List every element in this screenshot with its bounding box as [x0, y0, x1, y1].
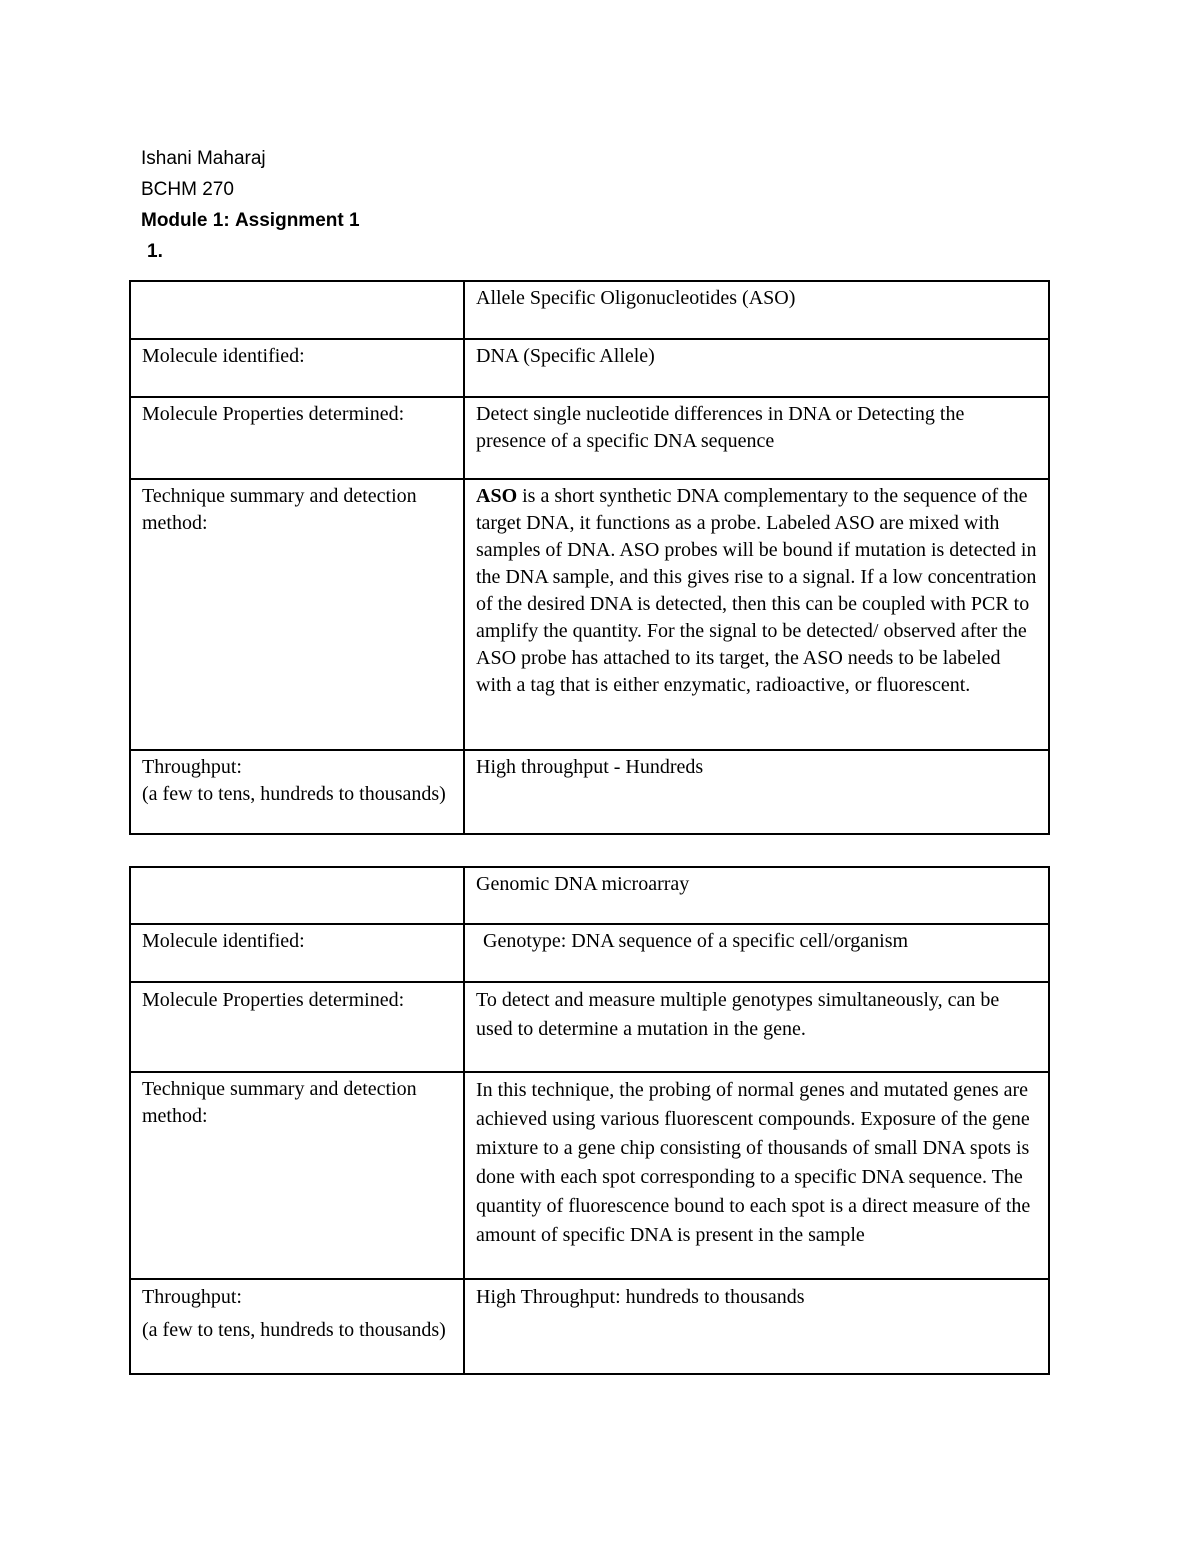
microarray-table	[129, 866, 1050, 1375]
aso-throughput-value: High throughput - Hundreds	[464, 750, 1049, 834]
aso-technique-text: is a short synthetic DNA complementary to the sequence of the target DNA, it functions as a probe. Labeled ASO are mixed with samples of DNA. ASO probes will be bound if mutation is detected in the DNA sample, and this gives rise to a signal. If a low concentration of the desired DNA is detected, then this can be coupled with PCR to amplify the quantity. For the signal to be detected/ observed after the ASO probe has attached to its target, the ASO needs to be labeled with a tag that is either enzymatic, radioactive, or fluorescent.	[476, 485, 1037, 696]
aso-table	[129, 280, 1050, 835]
microarray-throughput-label: Throughput:	[142, 1286, 242, 1308]
microarray-technique-label: Technique summary and detection method:	[130, 1072, 464, 1279]
assignment-label: Assignment 1	[234, 210, 360, 231]
aso-molecule-label: Molecule identified:	[130, 339, 464, 397]
aso-throughput-sub: (a few to tens, hundreds to thousands)	[142, 783, 446, 805]
aso-molecule-value: DNA (Specific Allele)	[464, 339, 1049, 397]
aso-technique-bold: ASO	[476, 485, 518, 507]
question-number: 1.	[147, 241, 163, 262]
microarray-properties-label: Molecule Properties determined:	[130, 982, 464, 1072]
microarray-empty-cell	[130, 867, 464, 924]
microarray-molecule-label: Molecule identified:	[130, 924, 464, 982]
aso-throughput-label-cell	[130, 750, 464, 834]
aso-title-cell: Allele Specific Oligonucleotides (ASO)	[464, 281, 1049, 339]
microarray-properties-value: To detect and measure multiple genotypes simultaneously, can be used to determine a mutation in the gene.	[464, 982, 1049, 1072]
aso-throughput-label: Throughput:	[142, 756, 242, 778]
microarray-throughput-value: High Throughput: hundreds to thousands	[464, 1279, 1049, 1374]
aso-empty-cell	[130, 281, 464, 339]
document-header	[141, 143, 360, 267]
microarray-title-cell: Genomic DNA microarray	[464, 867, 1049, 924]
microarray-throughput-sub: (a few to tens, hundreds to thousands)	[142, 1319, 446, 1341]
assignment-title	[141, 205, 360, 236]
microarray-throughput-label-cell	[130, 1279, 464, 1374]
aso-technique-label: Technique summary and detection method:	[130, 479, 464, 750]
course-code: BCHM 270	[141, 179, 234, 200]
student-name: Ishani Maharaj	[141, 148, 266, 169]
aso-properties-value: Detect single nucleotide differences in DNA or Detecting the presence of a specific DNA sequence	[464, 397, 1049, 479]
aso-properties-label: Molecule Properties determined:	[130, 397, 464, 479]
microarray-molecule-value: Genotype: DNA sequence of a specific cell/organism	[464, 924, 1049, 982]
microarray-technique-value: In this technique, the probing of normal genes and mutated genes are achieved using various fluorescent compounds. Exposure of the gene mixture to a gene chip consisting of thousands of small DNA spots is done with each spot corresponding to a specific DNA sequence. The quantity of fluorescence bound to each spot is a direct measure of the amount of specific DNA is present in the sample	[464, 1072, 1049, 1279]
aso-technique-value	[464, 479, 1049, 750]
module-label: Module 1:	[141, 210, 230, 231]
